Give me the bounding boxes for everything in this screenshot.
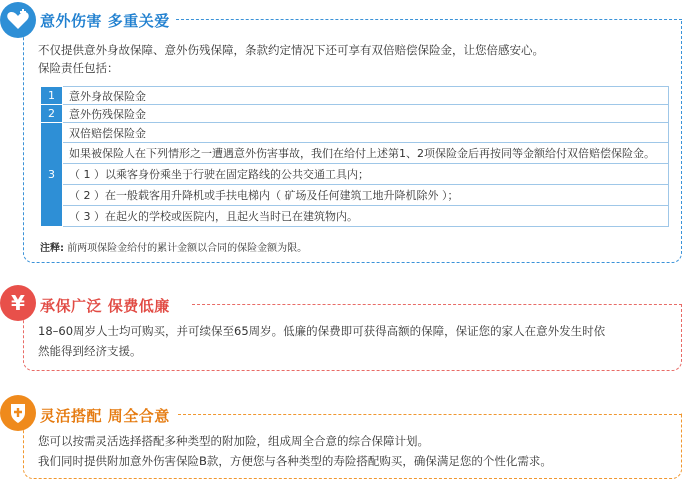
table-row xyxy=(41,164,669,185)
table-row xyxy=(41,105,669,123)
note-text: 前两项保险金给付的累计金额以合同的保险金额为限。 xyxy=(67,243,308,254)
body-line: 然能得到经济支援。 xyxy=(38,344,142,358)
body-line: 18–60周岁人士均可购买，并可续保至65周岁。低廉的保费即可获得高额的保障，保证您的家人在意外发生时依 xyxy=(38,324,606,338)
note-label: 注释: xyxy=(40,243,64,254)
yen-icon: ¥ xyxy=(0,285,36,321)
row-number: 2 xyxy=(41,105,63,123)
intro-text: 不仅提供意外身故保障、意外伤残保障，条款约定情况下还可享有双倍赔偿保险金，让您倍感安心。 xyxy=(38,43,544,57)
section-flexible-combo xyxy=(0,395,690,483)
title-divider xyxy=(192,304,682,305)
coverage-table xyxy=(40,86,669,227)
row-text: （ 1 ）以乘客身份乘坐于行驶在固定路线的公共交通工具内； xyxy=(63,164,669,185)
title-divider xyxy=(178,414,682,415)
shield-cross-icon xyxy=(0,395,36,431)
table-row xyxy=(41,143,669,164)
body-line: 我们同时提供附加意外伤害保险B款，方便您与各种类型的寿险搭配购买，确保满足您的个性化需求。 xyxy=(38,454,552,468)
row-text: （ 3 ）在起火的学校或医院内，且起火当时已在建筑物内。 xyxy=(63,206,669,227)
table-row xyxy=(41,185,669,206)
footnote xyxy=(40,239,307,254)
section-wide-coverage xyxy=(0,285,690,375)
section-title: 承保广泛 保费低廉 xyxy=(40,297,170,315)
row-text: （ 2 ）在一般载客用升降机或手扶电梯内（ 矿场及任何建筑工地升降机除外 ）； xyxy=(63,185,669,206)
title-divider xyxy=(176,19,682,20)
row-text: 如果被保险人在下列情形之一遭遇意外伤害事故，我们在给付上述第1、2项保险金后再按同等金额给付双倍赔偿保险金。 xyxy=(63,143,669,164)
body-line: 您可以按需灵活选择搭配多种类型的附加险，组成周全合意的综合保障计划。 xyxy=(38,434,429,448)
table-row xyxy=(41,206,669,227)
row-number: 3 xyxy=(41,123,63,227)
table-row xyxy=(41,87,669,105)
table-row xyxy=(41,123,669,143)
section-title: 意外伤害 多重关爱 xyxy=(40,12,170,30)
row-number: 1 xyxy=(41,87,63,105)
heart-plus-icon xyxy=(0,2,36,38)
row-text: 双倍赔偿保险金 xyxy=(63,123,669,143)
row-text: 意外身故保险金 xyxy=(63,87,669,105)
section-title: 灵活搭配 周全合意 xyxy=(40,407,170,425)
coverage-label: 保险责任包括： xyxy=(38,61,119,75)
row-text: 意外伤残保险金 xyxy=(63,105,669,123)
